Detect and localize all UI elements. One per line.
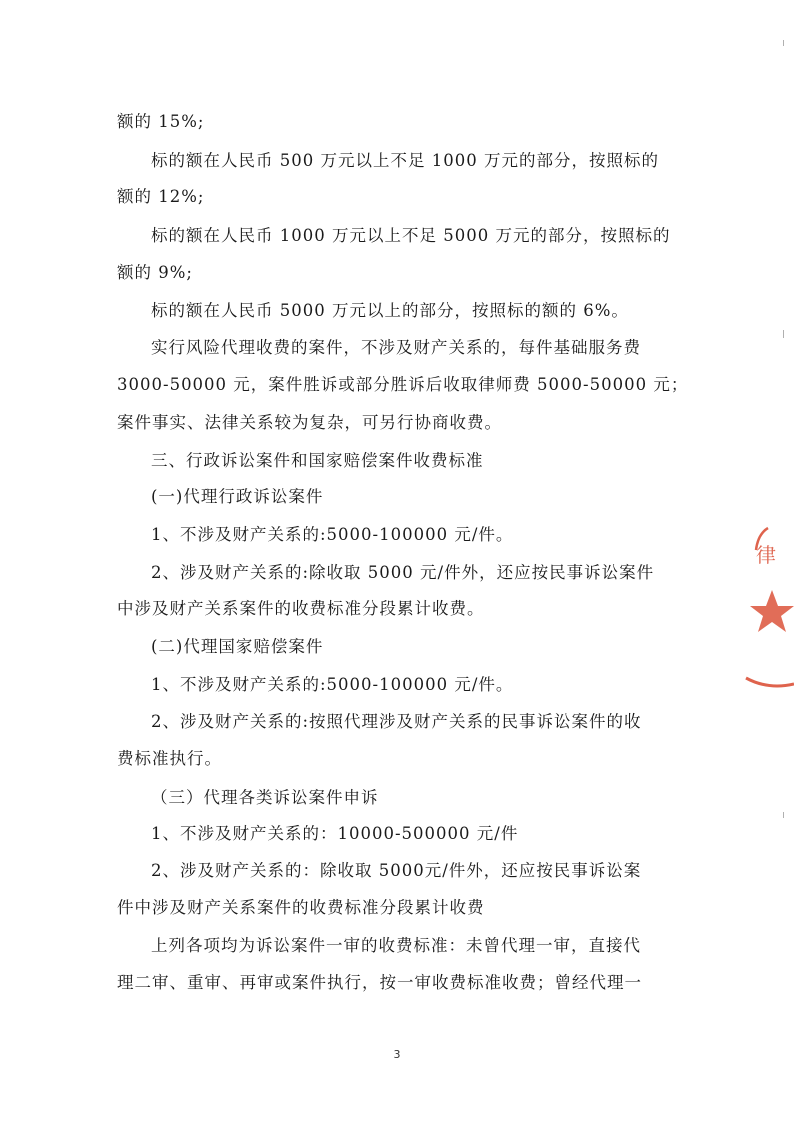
section-heading: 三、行政诉讼案件和国家赔偿案件收费标准 (151, 451, 484, 470)
text-line: 2、涉及财产关系的:按照代理涉及财产关系的民事诉讼案件的收 (151, 712, 642, 731)
seal-stamp (738, 520, 794, 700)
text-line: 件中涉及财产关系案件的收费标准分段累计收费 (117, 898, 485, 917)
text-line: 案件事实、法律关系较为复杂，可另行协商收费。 (117, 413, 502, 432)
text-line: 1、不涉及财产关系的：10000-500000 元/件 (151, 824, 519, 843)
scan-mark (783, 330, 784, 338)
text-line: 上列各项均为诉讼案件一审的收费标准：未曾代理一审，直接代 (151, 936, 641, 955)
scan-mark (783, 40, 784, 46)
text-line: 额的 12%; (117, 187, 205, 206)
text-line: 额的 9%; (117, 263, 193, 282)
stamp-glyph: 律 (756, 543, 776, 567)
text-line: 1、不涉及财产关系的:5000-100000 元/件。 (151, 525, 514, 544)
text-line: 额的 15%; (117, 112, 205, 131)
text-line: 中涉及财产关系案件的收费标准分段累计收费。 (117, 599, 485, 618)
text-line: 标的额在人民币 500 万元以上不足 1000 万元的部分，按照标的 (151, 151, 659, 170)
subsection-heading: （三）代理各类诉讼案件申诉 (151, 788, 379, 807)
text-line: 费标准执行。 (117, 749, 222, 768)
text-line: 实行风险代理收费的案件，不涉及财产关系的，每件基础服务费 (151, 338, 641, 357)
text-line: 1、不涉及财产关系的:5000-100000 元/件。 (151, 675, 514, 694)
subsection-heading: (二)代理国家赔偿案件 (151, 637, 324, 656)
text-line: 3000-50000 元，案件胜诉或部分胜诉后收取律师费 5000-50000 元； (117, 375, 689, 394)
text-line: 标的额在人民币 1000 万元以上不足 5000 万元的部分，按照标的 (151, 226, 671, 245)
subsection-heading: (一)代理行政诉讼案件 (151, 487, 324, 506)
scan-mark (783, 812, 784, 818)
text-line: 理二审、重审、再审或案件执行，按一审收费标准收费；曾经代理一 (117, 973, 642, 992)
page-number: 3 (393, 1048, 401, 1061)
text-line: 2、涉及财产关系的:除收取 5000 元/件外，还应按民事诉讼案件 (151, 563, 655, 582)
text-line: 2、涉及财产关系的：除收取 5000元/件外，还应按民事诉讼案 (151, 861, 642, 880)
text-line: 标的额在人民币 5000 万元以上的部分，按照标的额的 6%。 (151, 301, 629, 320)
